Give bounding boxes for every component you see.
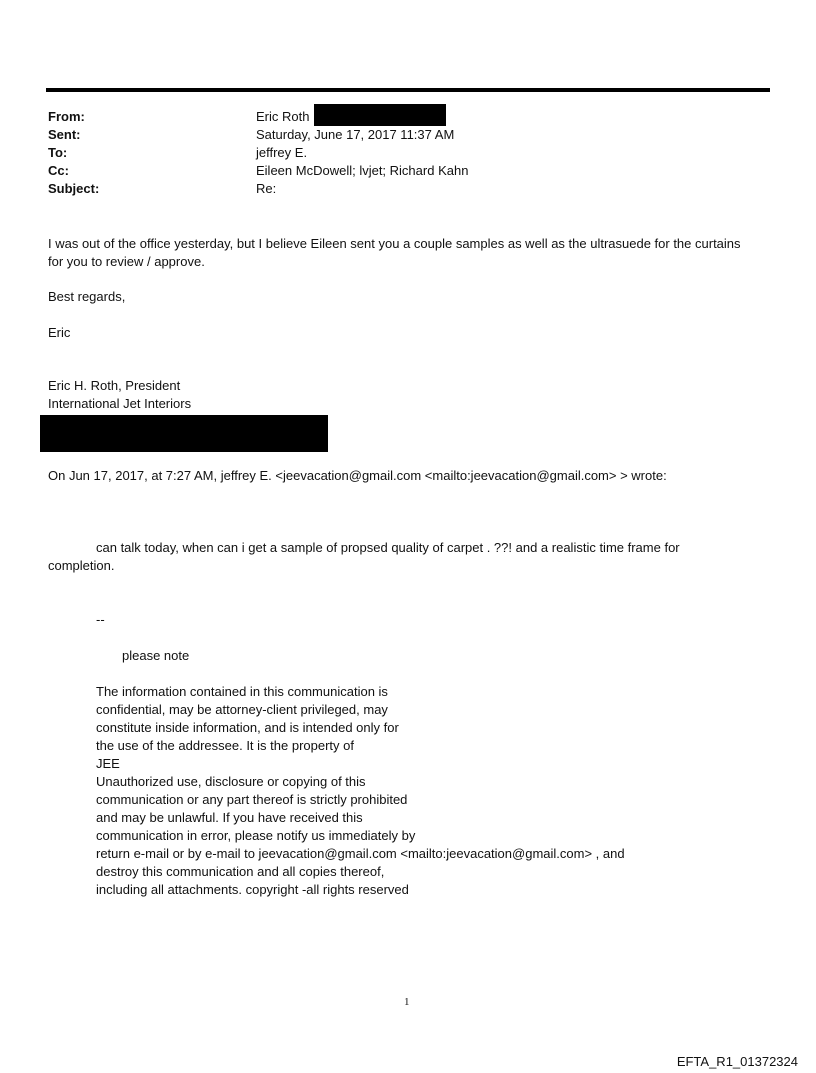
quoted-line-1: can talk today, when can i get a sample of propsed quality of carpet . ??! and a realistic time frame for xyxy=(96,540,680,555)
redaction-box xyxy=(40,415,328,452)
disclaimer-line: constitute inside information, and is intended only for xyxy=(96,720,399,735)
disclaimer-line: confidential, may be attorney-client privileged, may xyxy=(96,702,388,717)
quote-header: On Jun 17, 2017, at 7:27 AM, jeffrey E. <jeevacation@gmail.com <mailto:jeevacation@gmail.com> > wrote: xyxy=(48,468,667,483)
disclaimer-line: return e-mail or by e-mail to jeevacation@gmail.com <mailto:jeevacation@gmail.com> , and xyxy=(96,846,625,861)
disclaimer-line: The information contained in this communication is xyxy=(96,684,388,699)
reply-line-1: I was out of the office yesterday, but I believe Eileen sent you a couple samples as well as the ultrasuede for the curtains xyxy=(48,236,741,251)
please-note: please note xyxy=(122,648,190,663)
page-number: 1 xyxy=(404,996,410,1008)
subject-value: Re: xyxy=(256,181,277,196)
from-label: From: xyxy=(48,109,85,124)
quoted-line-2: completion. xyxy=(48,558,115,573)
subject-label: Subject: xyxy=(48,181,100,196)
disclaimer-line: including all attachments. copyright -all rights reserved xyxy=(96,882,409,897)
sent-value: Saturday, June 17, 2017 11:37 AM xyxy=(256,127,455,142)
to-value: jeffrey E. xyxy=(256,145,308,160)
to-label: To: xyxy=(48,145,68,160)
disclaimer-line: JEE xyxy=(96,756,120,771)
sent-label: Sent: xyxy=(48,127,81,142)
signature-company: International Jet Interiors xyxy=(48,396,192,411)
first-name: Eric xyxy=(48,325,71,340)
reply-line-2: for you to review / approve. xyxy=(48,254,205,269)
regards: Best regards, xyxy=(48,289,126,304)
disclaimer-line: communication in error, please notify us immediately by xyxy=(96,828,416,843)
disclaimer-line: communication or any part thereof is strictly prohibited xyxy=(96,792,408,807)
from-value: Eric Roth xyxy=(256,109,310,124)
cc-label: Cc: xyxy=(48,163,69,178)
disclaimer-line: destroy this communication and all copies thereof, xyxy=(96,864,385,879)
disclaimer-line: Unauthorized use, disclosure or copying of this xyxy=(96,774,366,789)
signature-name: Eric H. Roth, President xyxy=(48,378,181,393)
document-id: EFTA_R1_01372324 xyxy=(676,1054,798,1069)
signature-dashes: -- xyxy=(96,612,105,627)
cc-value: Eileen McDowell; lvjet; Richard Kahn xyxy=(256,163,469,178)
header-rule xyxy=(46,88,770,92)
redaction-box xyxy=(314,104,446,126)
disclaimer-line: and may be unlawful. If you have received this xyxy=(96,810,363,825)
disclaimer-line: the use of the addressee. It is the property of xyxy=(96,738,354,753)
